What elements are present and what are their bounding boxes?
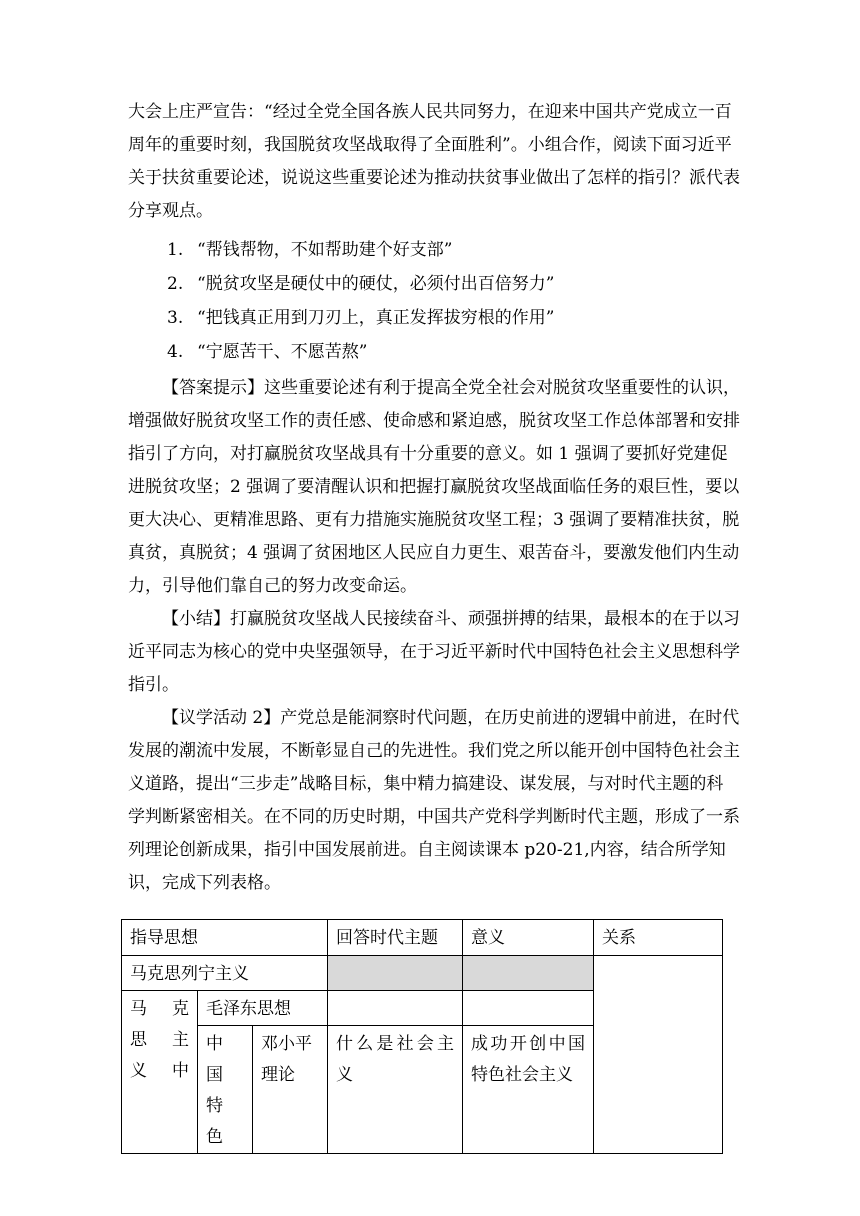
- header-relation: 关系: [594, 920, 723, 956]
- quote-item-3: [167, 302, 554, 335]
- cell-marxism-leninism: 马克思列宁主义: [122, 956, 328, 991]
- quote-item-1: [167, 234, 452, 267]
- activity-paragraph: 【议学活动 2】产党总是能洞察时代问题，在历史前进的逻辑中前进，在时代发展的潮流中发展，不断彰显自己的先进性。我们党之所以能开创中国特色社会主义道路，提出“三步走”战略目标，集中精力搞建设、谋发展，与对时代主题的科学判断紧密相关。在不同的历史时期，中国共产党科学判断时代主题，形成了一系列理论创新成果，指引中国发展前进。自主阅读课本 p20-21,内容，结合所学知识，完成下列表格。: [128, 708, 740, 893]
- quote-item-4: [167, 336, 367, 369]
- quote-number: 3.: [167, 308, 184, 328]
- label-line: 中 国: [206, 1034, 240, 1085]
- label-line: 义 中: [130, 1061, 189, 1081]
- label-line: 理论: [261, 1065, 295, 1085]
- cell-answer-blank[interactable]: [328, 991, 463, 1026]
- quote-text: “脱贫攻坚是硬仗中的硬仗，必须付出百倍努力”: [197, 274, 555, 294]
- cell-relation-blank[interactable]: [594, 956, 723, 1154]
- cell-shaded: [328, 956, 463, 991]
- cell-mao-thought: 毛泽东思想: [198, 991, 328, 1026]
- cell-sinicized-marxism: [122, 991, 198, 1154]
- label-line: 邓小平: [261, 1034, 312, 1054]
- label-line: 思 主: [130, 1030, 189, 1050]
- label-line: 特 色: [206, 1096, 240, 1147]
- cell-socialism-chinese-characteristics: [198, 1026, 253, 1154]
- quote-number: 2.: [167, 274, 184, 294]
- quote-number: 4.: [167, 342, 184, 362]
- cell-deng-meaning: 成功开创中国特色社会主义: [463, 1026, 594, 1154]
- quote-text: “宁愿苦干、不愿苦熬”: [197, 342, 368, 362]
- summary-paragraph: 【小结】打赢脱贫攻坚战人民接续奋斗、顽强拼搏的结果，最根本的在于以习近平同志为核心的党中央坚强领导，在于习近平新时代中国特色社会主义思想科学指引。: [128, 609, 740, 695]
- table-row: [122, 956, 723, 991]
- quote-text: “帮钱帮物，不如帮助建个好支部”: [197, 240, 453, 260]
- quote-number: 1.: [167, 240, 184, 260]
- header-meaning: 意义: [463, 920, 594, 956]
- header-era-theme: 回答时代主题: [328, 920, 463, 956]
- answer-hint-paragraph: 【答案提示】这些重要论述有利于提高全党全社会对脱贫攻坚重要性的认识，增强做好脱贫攻坚工作的责任感、使命感和紧迫感，脱贫攻坚工作总体部署和安排指引了方向，对打赢脱贫攻坚战具有十分重要的意义。如 1 强调了要抓好党建促进脱贫攻坚；2 强调了要清醒认识和把握打赢脱贫攻坚战面临任务的艰巨性，要以更大决心、更精准思路、更有力措施实施脱贫攻坚工程；3 强调了要精准扶贫，脱真贫，真脱贫；4 强调了贫困地区人民应自力更生、艰苦奋斗，要激发他们内生动力，引导他们靠自己的努力改变命运。: [128, 378, 740, 596]
- cell-shaded: [463, 956, 594, 991]
- label-line: 马 克: [130, 999, 189, 1019]
- cell-deng-theory: [253, 1026, 328, 1154]
- header-guiding-thought: 指导思想: [122, 920, 328, 956]
- quote-text: “把钱真正用到刀刃上，真正发挥拔穷根的作用”: [197, 308, 555, 328]
- cell-answer-blank[interactable]: [463, 991, 594, 1026]
- quote-item-2: [167, 268, 554, 301]
- cell-deng-theme: 什么是社会主义: [328, 1026, 463, 1154]
- intro-paragraph: 大会上庄严宣告：“经过全党全国各族人民共同努力，在迎来中国共产党成立一百周年的重要时刻，我国脱贫攻坚战取得了全面胜利”。小组合作，阅读下面习近平关于扶贫重要论述，说说这些重要论述为推动扶贫事业做出了怎样的指引？派代表分享观点。: [128, 102, 740, 221]
- table-header-row: [122, 920, 723, 956]
- guiding-thought-table: [121, 919, 723, 1154]
